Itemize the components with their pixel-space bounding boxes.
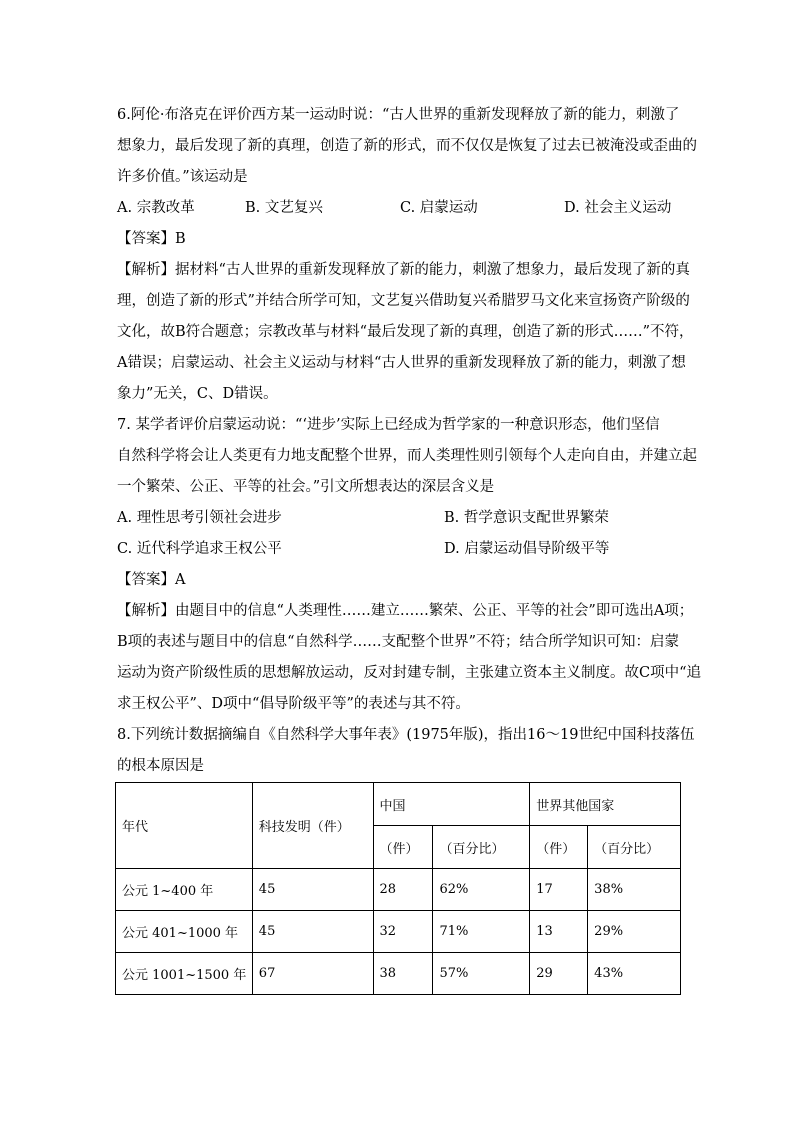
subheader-count: （件） xyxy=(530,826,588,869)
answer-label: 【答案】A xyxy=(117,572,186,588)
cell-china-count: 28 xyxy=(373,869,433,911)
question-7-options-row xyxy=(117,534,682,565)
cell-china-percent: 62% xyxy=(433,869,530,911)
header-year: 年代 xyxy=(116,783,253,869)
header-china: 中国 xyxy=(373,783,530,826)
analysis-line: 求王权公平”、D项中“倡导阶级平等”的表述与其不符。 xyxy=(117,696,470,712)
header-world: 世界其他国家 xyxy=(530,783,681,826)
question-7-stem-line: 一个繁荣、公正、平等的社会。”引文所想表达的深层含义是 xyxy=(117,479,495,495)
option-d: D. 社会主义运动 xyxy=(564,200,672,216)
question-7 xyxy=(117,410,702,720)
header-total: 科技发明（件） xyxy=(252,783,373,869)
analysis-line: 【解析】由题目中的信息“人类理性……建立……繁荣、公正、平等的社会”即可选出A项； xyxy=(117,603,694,619)
option-c: C. 启蒙运动 xyxy=(400,200,478,216)
cell-world-count: 17 xyxy=(530,869,588,911)
cell-china-percent: 57% xyxy=(433,953,530,995)
statistics-table xyxy=(115,782,681,995)
answer-label: 【答案】B xyxy=(117,231,186,247)
cell-world-percent: 29% xyxy=(588,911,681,953)
question-8-stem-line: 8.下列统计数据摘编自《自然科学大事年表》(1975年版)，指出16～19世纪中国科技落伍 xyxy=(117,727,695,743)
analysis-line: 理，创造了新的形式”并结合所学可知，文艺复兴借助复兴希腊罗马文化来宣扬资产阶级的 xyxy=(117,293,690,309)
question-6-stem-line: 6.阿伦·布洛克在评价西方某一运动时说：“古人世界的重新发现释放了新的能力，刺激了 xyxy=(117,107,680,123)
option-d: D. 启蒙运动倡导阶级平等 xyxy=(444,541,610,557)
table-row xyxy=(116,911,681,953)
cell-china-count: 32 xyxy=(373,911,433,953)
subheader-count: （件） xyxy=(373,826,433,869)
cell-year: 公元 401~1000 年 xyxy=(116,911,253,953)
analysis-line: 文化，故B符合题意；宗教改革与材料“最后发现了新的真理，创造了新的形式……”不符， xyxy=(117,324,694,340)
analysis-line: 象力”无关，C、D错误。 xyxy=(117,386,278,402)
analysis-line: A错误；启蒙运动、社会主义运动与材料“古人世界的重新发现释放了新的能力，刺激了想 xyxy=(117,355,686,371)
cell-total: 67 xyxy=(252,953,373,995)
cell-world-count: 13 xyxy=(530,911,588,953)
option-a: A. 宗教改革 xyxy=(117,200,195,216)
cell-year: 公元 1001~1500 年 xyxy=(116,953,253,995)
cell-world-count: 29 xyxy=(530,953,588,995)
question-6-stem-line: 想象力，最后发现了新的真理，创造了新的形式，而不仅仅是恢复了过去已被淹没或歪曲的 xyxy=(117,138,697,154)
option-a: A. 理性思考引领社会进步 xyxy=(117,510,282,526)
question-6-options xyxy=(117,193,682,224)
cell-total: 45 xyxy=(252,869,373,911)
question-7-stem-line: 自然科学将会让人类更有力地支配整个世界，而人类理性则引领每个人走向自由，并建立起 xyxy=(117,448,697,464)
option-b: B. 文艺复兴 xyxy=(245,200,323,216)
option-b: B. 哲学意识支配世界繁荣 xyxy=(444,510,609,526)
analysis-line: 【解析】据材料“古人世界的重新发现释放了新的能力，刺激了想象力，最后发现了新的真 xyxy=(117,262,690,278)
subheader-percent: （百分比） xyxy=(433,826,530,869)
cell-year: 公元 1~400 年 xyxy=(116,869,253,911)
exam-page xyxy=(117,100,702,782)
question-7-options-row xyxy=(117,503,682,534)
question-8-stem-line: 的根本原因是 xyxy=(117,758,204,774)
question-8 xyxy=(117,720,695,782)
question-6-stem-line: 许多价值。”该运动是 xyxy=(117,169,248,185)
subheader-percent: （百分比） xyxy=(588,826,681,869)
question-7-stem-line: 7. 某学者评价启蒙运动说：“‘进步’实际上已经成为哲学家的一种意识形态，他们坚信 xyxy=(117,417,660,433)
cell-world-percent: 43% xyxy=(588,953,681,995)
cell-world-percent: 38% xyxy=(588,869,681,911)
cell-total: 45 xyxy=(252,911,373,953)
cell-china-percent: 71% xyxy=(433,911,530,953)
analysis-line: 运动为资产阶级性质的思想解放运动，反对封建专制，主张建立资本主义制度。故C项中“追 xyxy=(117,665,702,681)
option-c: C. 近代科学追求王权公平 xyxy=(117,541,282,557)
table-row xyxy=(116,869,681,911)
table-row xyxy=(116,953,681,995)
analysis-line: B项的表述与题目中的信息“自然科学……支配整个世界”不符；结合所学知识可知：启蒙 xyxy=(117,634,679,650)
cell-china-count: 38 xyxy=(373,953,433,995)
question-6 xyxy=(117,100,697,410)
